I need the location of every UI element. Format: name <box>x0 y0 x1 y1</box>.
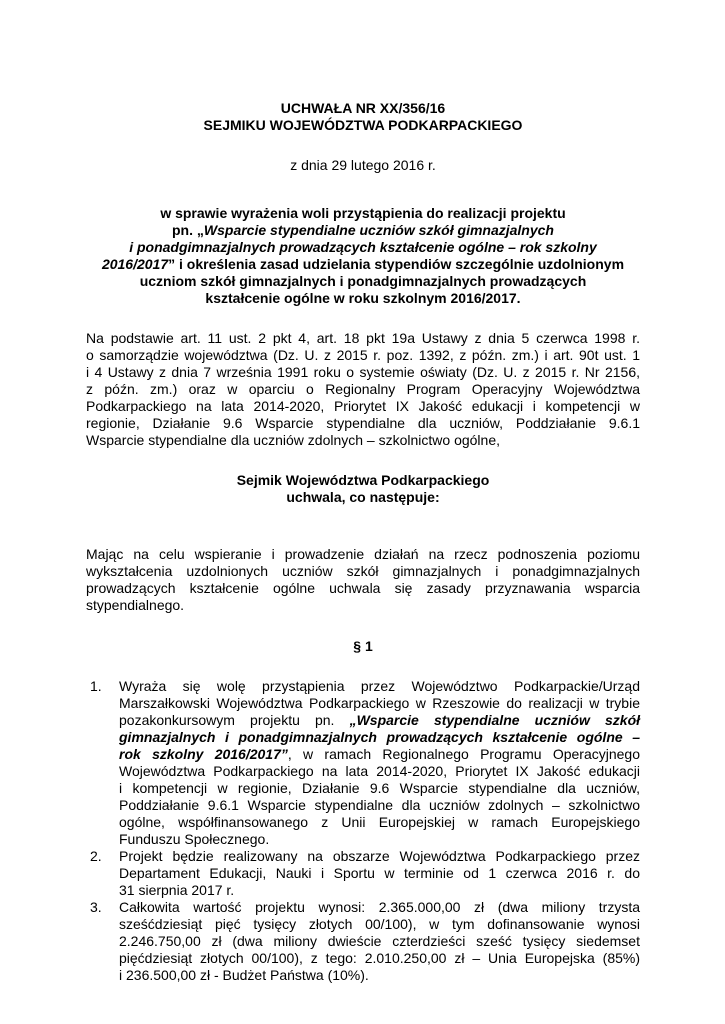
item-line: Marszałkowski Województwa Podkarpackiego w Rzeszowie do realizacji w trybie <box>119 695 640 711</box>
item-line: 31 sierpnia 2017 r. <box>119 882 235 898</box>
item-number: 1. <box>90 678 102 694</box>
project-name-cont: i ponadgimnazjalnych prowadzących kształcenie ogólne – rok szkolny <box>129 239 597 255</box>
resolution-issuer: SEJMIKU WOJEWÓDZTWA PODKARPACKIEGO <box>203 117 523 133</box>
item-line <box>119 746 640 763</box>
intro-line: wykształcenia uzdolnionych uczniów szkół gimnazjalnych i ponadgimnazjalnych <box>86 563 640 579</box>
item-line: Funduszu Społecznego. <box>119 831 270 847</box>
subject-quote-open: pn. „ <box>172 222 204 238</box>
resolution-title <box>86 100 640 134</box>
item-line: sześćdziesiąt pięć tysięcy złotych 00/100), w tym dofinansowanie wynosi <box>119 916 640 932</box>
list-item <box>86 678 640 848</box>
intro-line: stypendialnego. <box>86 597 185 613</box>
section-heading: § 1 <box>353 638 373 654</box>
item-line: Departament Edukacji, Nauki i Sportu w terminie od 1 czerwca 2016 r. do <box>119 865 640 881</box>
basis-line: i 4 Ustawy z dnia 7 września 1991 roku o systemie oświaty (Dz. U. z 2015 r. Nr 2156, <box>86 364 640 380</box>
basis-line: o samorządzie województwa (Dz. U. z 2015 r. poz. 1392, z późn. zm.) i art. 90t ust. 1 <box>86 347 640 363</box>
project-name: Wsparcie stypendialne uczniów szkół gimnazjalnych <box>203 222 554 238</box>
item-line: i 236.500,00 zł - Budżet Państwa (10%). <box>119 967 369 983</box>
project-year: 2016/2017 <box>101 256 169 272</box>
project-title: „Wsparcie stypendialne uczniów szkół <box>349 712 641 728</box>
subject-line-2 <box>86 222 640 239</box>
resolver-heading <box>86 472 640 506</box>
basis-line: regionie, Działanie 9.6 Wsparcie stypendialne dla uczniów, Poddziałanie 9.6.1 <box>86 415 640 431</box>
subject-line-4 <box>86 256 640 273</box>
subject-line-1: w sprawie wyrażenia woli przystąpienia do realizacji projektu <box>160 205 566 221</box>
item-line: Województwa Podkarpackiego na lata 2014-2020, Priorytet IX Jakość edukacji <box>119 763 640 779</box>
item-line: 2.246.750,00 zł (dwa miliony dwieście czterdzieści sześć tysięcy siedemset <box>119 933 640 949</box>
document-page <box>86 100 640 984</box>
resolution-number: UCHWAŁA NR XX/356/16 <box>280 100 446 116</box>
item-number: 3. <box>90 899 102 915</box>
resolver-body: Sejmik Województwa Podkarpackiego <box>236 472 490 488</box>
basis-line: Podkarpackiego na lata 2014-2020, Priorytet IX Jakość edukacji i kompetencji w <box>86 398 640 414</box>
item-line: ogólne, współfinansowanego z Unii Europejskiej w ramach Europejskiego <box>119 814 640 830</box>
basis-line: Wsparcie stypendialne dla uczniów zdolnych – szkolnictwo ogólne, <box>86 432 500 448</box>
basis-line: z późn. zm.) oraz w oparciu o Regionalny Program Operacyjny Województwa <box>86 381 640 397</box>
resolution-date: z dnia 29 lutego 2016 r. <box>290 157 436 173</box>
intro-line: Mając na celu wspieranie i prowadzenie działań na rzecz podnoszenia poziomu <box>86 546 640 562</box>
item-line: Wyraża się wolę przystąpienia przez Województwo Podkarpackie/Urząd <box>119 678 640 694</box>
basis-line: Na podstawie art. 11 ust. 2 pkt 4, art. 18 pkt 19a Ustawy z dnia 5 czerwca 1998 r. <box>86 330 640 346</box>
item-line: Całkowita wartość projektu wynosi: 2.365.000,00 zł (dwa miliony trzysta <box>119 899 640 915</box>
subject-line-6: kształcenie ogólne w roku szkolnym 2016/2017. <box>205 290 521 306</box>
provisions-list <box>86 678 640 984</box>
intro-paragraph <box>86 546 640 614</box>
item-text: pozakonkursowym projektu pn. <box>119 712 350 728</box>
item-line: i kompetencji w regionie, Działanie 9.6 Wsparcie stypendialne dla uczniów, <box>119 780 640 796</box>
list-item <box>86 848 640 899</box>
subject-line-5: uczniom szkół gimnazjalnych i ponadgimnazjalnych prowadzących <box>139 273 587 289</box>
item-line: Projekt będzie realizowany na obszarze Województwa Podkarpackiego przez <box>119 848 640 864</box>
item-line: Poddziałanie 9.6.1 Wsparcie stypendialne dla uczniów zdolnych – szkolnictwo <box>119 797 640 813</box>
intro-line: prowadzących kształcenie ogólne uchwala się zasady przyznawania wsparcia <box>86 580 640 596</box>
item-text: , w ramach Regionalnego Programu Operacyjnego <box>287 746 640 762</box>
item-number: 2. <box>90 848 102 864</box>
resolution-subject <box>86 205 640 307</box>
subject-line-4-rest: ” i określenia zasad udzielania stypendiów szczególnie uzdolnionym <box>168 256 625 272</box>
legal-basis <box>86 330 640 449</box>
subject-line-3 <box>86 239 640 256</box>
project-title-end: rok szkolny 2016/2017” <box>119 746 288 762</box>
project-title-cont: gimnazjalnych i ponadgimnazjalnych prowadzących kształcenie ogólne – <box>119 729 640 745</box>
item-line <box>119 729 640 746</box>
resolver-formula: uchwala, co następuje: <box>286 489 440 505</box>
item-line <box>119 712 640 729</box>
item-line: pięćdziesiąt złotych 00/100), z tego: 2.010.250,00 zł – Unia Europejska (85%) <box>119 950 640 966</box>
list-item <box>86 899 640 984</box>
